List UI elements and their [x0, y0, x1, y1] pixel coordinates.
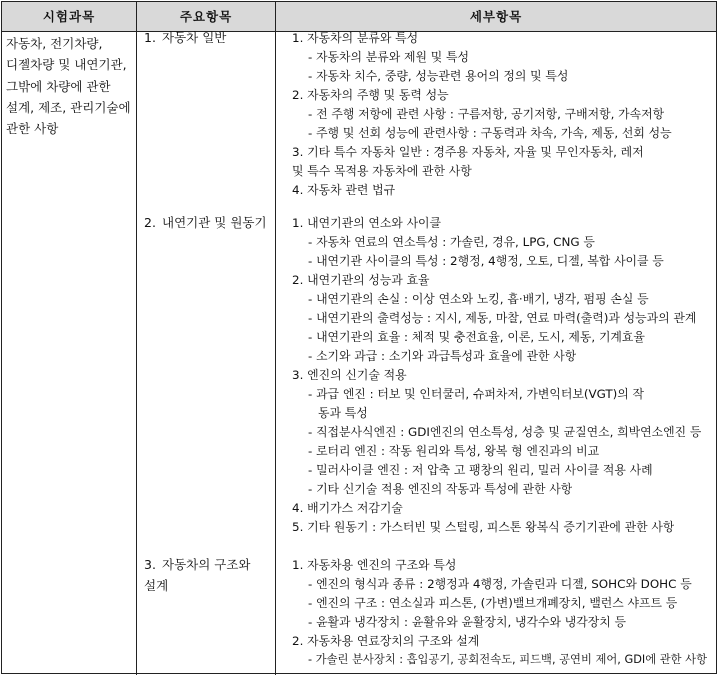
detail-line: - 내연기관의 출력성능 : 지시, 제동, 마찰, 연료 마력(출력)과 성능과의 관계: [308, 311, 697, 325]
detail-line: - 엔진의 구조 : 연소실과 피스톤, (가변)밸브개폐장치, 밸런스 샤프트 등: [308, 596, 678, 610]
header-subject: 시험과목: [42, 9, 96, 24]
detail-line: 2. 내연기관의 성능과 효율: [292, 273, 430, 287]
detail-line: - 소기와 과급 : 소기와 과급특성과 효율에 관한 사항: [308, 349, 577, 363]
detail-line: - 자동차의 분류와 제원 및 특성: [308, 50, 470, 64]
main-item-number: 3.: [144, 557, 156, 572]
main-item-label: 자동차의 구조와 설계: [144, 557, 251, 593]
detail-line: - 전 주행 저항에 관련 사항 : 구름저항, 공기저항, 구배저항, 가속저항: [308, 107, 665, 121]
header-main-item: 주요항목: [179, 9, 233, 24]
detail-line: 3. 기타 특수 자동차 일반 : 경주용 자동차, 자율 및 무인자동차, 레저: [292, 145, 644, 159]
detail-line: 및 특수 목적용 자동차에 관한 사항: [292, 164, 472, 178]
header-detail-item: 세부항목: [469, 9, 523, 24]
detail-line: 2. 자동차용 연료장치의 구조와 설계: [292, 634, 480, 648]
main-item-3: [144, 555, 268, 596]
detail-line: - 과급 엔진 : 터보 및 인터쿨러, 슈퍼차저, 가변익터보(VGT)의 작: [308, 387, 645, 401]
detail-line: 5. 기타 원동기 : 가스터빈 및 스털링, 피스톤 왕복식 증기기관에 관한 사항: [292, 520, 675, 534]
detail-line: - 로터리 엔진 : 작동 원리와 특성, 왕복 형 엔진과의 비교: [308, 444, 600, 458]
main-item-label: 자동차 일반: [162, 30, 227, 45]
detail-line: - 엔진의 형식과 종류 : 2행정과 4행정, 가솔린과 디젤, SOHC와 DOHC 등: [308, 577, 692, 591]
detail-line: - 밀러사이클 엔진 : 저 압축 고 팽창의 원리, 밀러 사이클 적용 사례: [308, 463, 653, 477]
detail-line: - 주행 및 선회 성능에 관련사항 : 구동력과 차속, 가속, 제동, 선회 성능: [308, 126, 672, 140]
main-item-number: 1.: [144, 30, 156, 45]
detail-line: - 기타 신기술 적용 엔진의 작동과 특성에 관한 사항: [308, 482, 573, 496]
main-item-label: 내연기관 및 원동기: [162, 215, 267, 230]
column-divider: [136, 2, 137, 675]
detail-line: 4. 배기가스 저감기술: [292, 501, 403, 515]
detail-line: 동과 특성: [318, 406, 368, 420]
detail-line: - 내연기관의 손실 : 이상 연소와 노킹, 흡·배기, 냉각, 펌핑 손실 등: [308, 292, 649, 306]
detail-line: 3. 엔진의 신기술 적용: [292, 368, 407, 382]
detail-line: 1. 내연기관의 연소와 사이클: [292, 216, 442, 230]
subject-cell: 자동차, 전기차량, 디젤차량 및 내연기관, 그밖에 차량에 관한 설계, 제조, 관리기술에 관한 사항: [6, 36, 131, 137]
detail-line: 4. 자동차 관련 법규: [292, 183, 396, 197]
detail-line: - 자동차 치수, 중량, 성능관련 용어의 정의 및 특성: [308, 69, 569, 83]
main-item-1: [144, 28, 268, 49]
detail-line: 1. 자동차의 분류와 특성: [292, 31, 419, 45]
column-divider: [275, 2, 276, 675]
detail-line: 2. 자동차의 주행 및 동력 성능: [292, 88, 449, 102]
main-item-2: [144, 213, 268, 234]
detail-line: - 내연기관의 효율 : 체적 및 충전효율, 이론, 도시, 제동, 기계효율: [308, 330, 645, 344]
detail-line: - 가솔린 분사장치 : 흡입공기, 공회전속도, 피드백, 공연비 제어, GDI에 관한 사항: [308, 653, 708, 666]
detail-line: 1. 자동차용 엔진의 구조와 특성: [292, 558, 457, 572]
detail-line: - 윤활과 냉각장치 : 윤활유와 윤활장치, 냉각수와 냉각장치 등: [308, 615, 626, 629]
detail-line: - 직접분사식엔진 : GDI엔진의 연소특성, 성층 및 균질연소, 희박연소엔진 등: [308, 425, 702, 439]
main-item-number: 2.: [144, 215, 156, 230]
detail-line: - 내연기관 사이클의 특성 : 2행정, 4행정, 오토, 디젤, 복합 사이클 등: [308, 254, 664, 268]
detail-line: - 자동차 연료의 연소특성 : 가솔린, 경유, LPG, CNG 등: [308, 235, 595, 249]
